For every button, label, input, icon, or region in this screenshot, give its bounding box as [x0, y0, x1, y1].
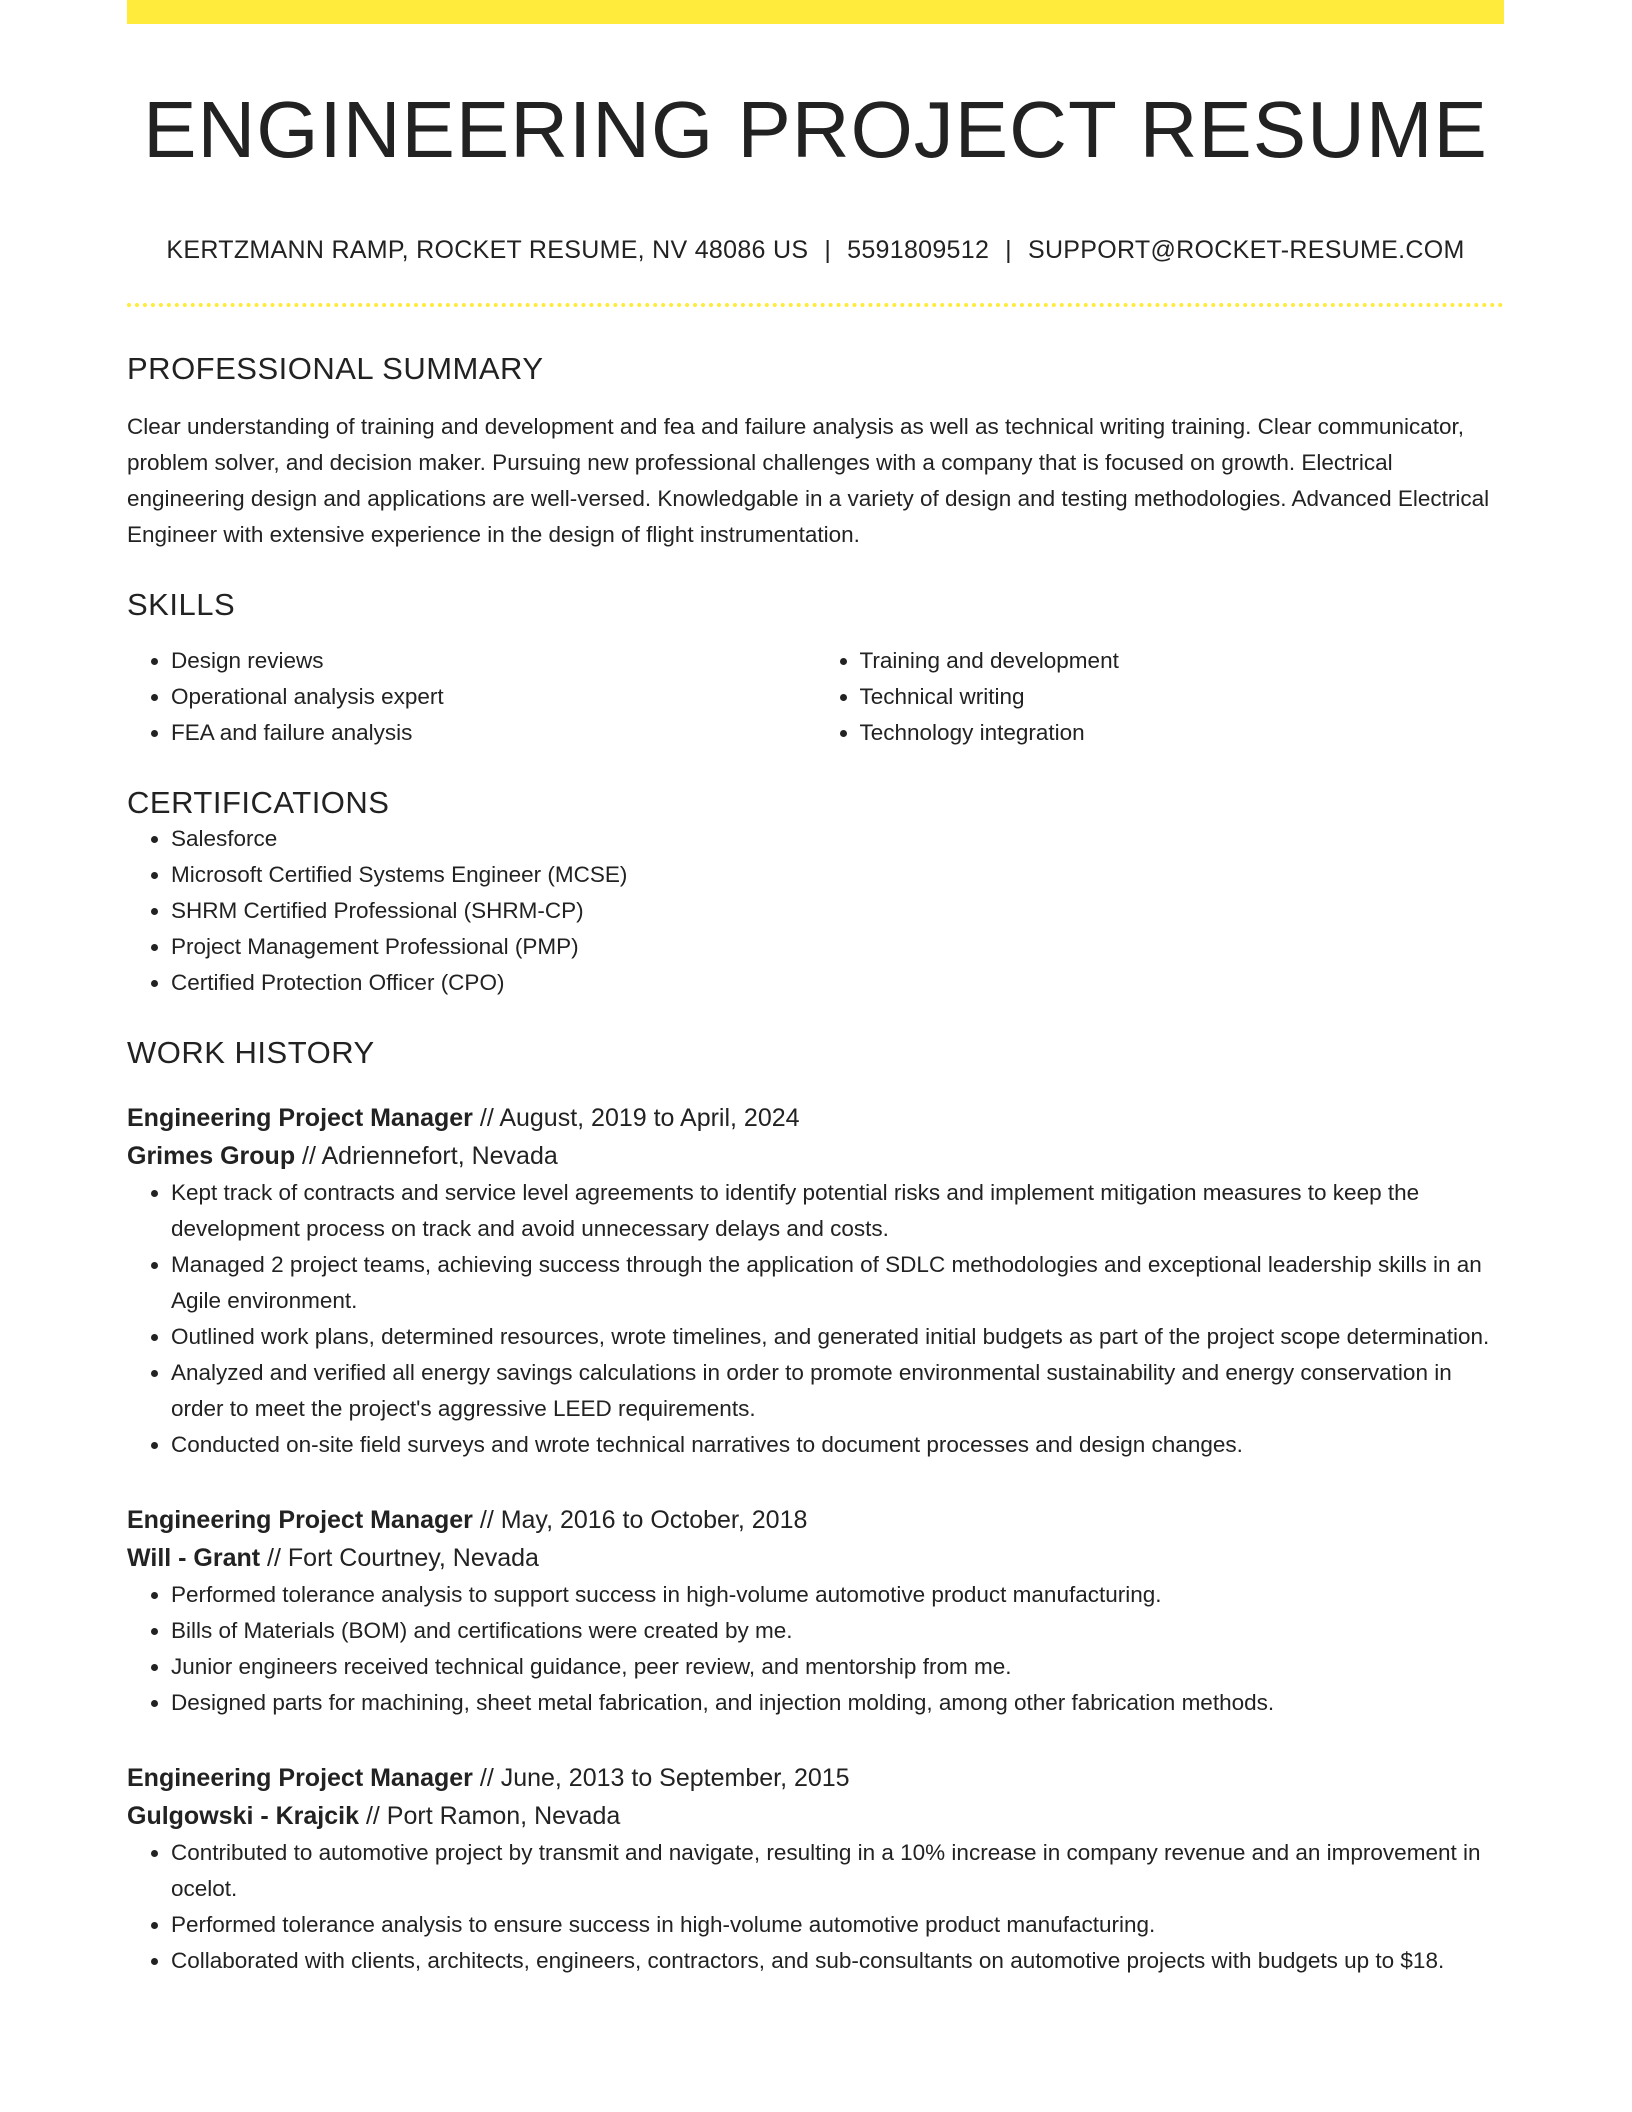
job-company-line — [127, 1539, 1504, 1577]
skills-list — [127, 643, 1504, 751]
job-bullet: • Bills of Materials (BOM) and certifications were created by me. — [171, 1613, 1504, 1649]
job-bullet: • Collaborated with clients, architects, engineers, contractors, and sub-consultants on automotive projects with budgets up to $18. — [171, 1943, 1504, 1979]
job-role: Engineering Project Manager — [127, 1764, 473, 1792]
job-entry — [127, 1099, 1504, 1463]
contact-address: KERTZMANN RAMP, ROCKET RESUME, NV 48086 US — [166, 236, 809, 264]
contact-separator: | — [1005, 236, 1012, 264]
skill-item: • Technology integration — [860, 715, 1505, 751]
summary-heading: PROFESSIONAL SUMMARY — [127, 351, 544, 386]
skill-item: • Technical writing — [860, 679, 1505, 715]
job-entry — [127, 1501, 1504, 1721]
job-company-line — [127, 1797, 1504, 1835]
skill-item: • Operational analysis expert — [171, 679, 816, 715]
skills-column-left — [127, 643, 816, 751]
job-bullet: • Conducted on-site field surveys and wrote technical narratives to document processes and design changes. — [171, 1427, 1504, 1463]
job-bullet: • Performed tolerance analysis to support success in high-volume automotive product manufacturing. — [171, 1577, 1504, 1613]
certification-item: • Salesforce — [171, 821, 1504, 857]
certification-item: • Microsoft Certified Systems Engineer (MCSE) — [171, 857, 1504, 893]
job-company-line — [127, 1137, 1504, 1175]
summary-text: Clear understanding of training and development and fea and failure analysis as well as technical writing training. Clear communicator, problem solver, and decision maker. Pursuing new professional challenges with a company that is focused on growth. Electrical engineering design and applications are well-versed. Knowledgable in a variety of design and testing methodologies. Advanced Electrical Engineer with extensive experience in the design of flight instrumentation. — [127, 414, 1490, 547]
job-bullet: • Managed 2 project teams, achieving success through the application of SDLC methodologies and exceptional leadership skills in an Agile environment. — [171, 1247, 1504, 1319]
job-bullets — [127, 1175, 1504, 1463]
job-location: // Adriennefort, Nevada — [295, 1142, 558, 1170]
job-company: Will - Grant — [127, 1544, 261, 1572]
job-bullet: • Junior engineers received technical guidance, peer review, and mentorship from me. — [171, 1649, 1504, 1685]
certification-item: • SHRM Certified Professional (SHRM-CP) — [171, 893, 1504, 929]
job-location: // Port Ramon, Nevada — [359, 1802, 621, 1830]
job-bullet: • Kept track of contracts and service level agreements to identify potential risks and implement mitigation measures to keep the development process on track and avoid unnecessary delays and costs. — [171, 1175, 1504, 1247]
certification-item: • Certified Protection Officer (CPO) — [171, 965, 1504, 1001]
job-bullet: • Outlined work plans, determined resources, wrote timelines, and generated initial budgets as part of the project scope determination. — [171, 1319, 1504, 1355]
resume-title: ENGINEERING PROJECT RESUME — [143, 85, 1488, 174]
job-bullets — [127, 1835, 1504, 1979]
job-dates: // May, 2016 to October, 2018 — [472, 1506, 808, 1534]
job-bullet: • Contributed to automotive project by transmit and navigate, resulting in a 10% increase in company revenue and an improvement in ocelot. — [171, 1835, 1504, 1907]
job-title-line — [127, 1099, 1504, 1137]
job-dates: // August, 2019 to April, 2024 — [472, 1104, 800, 1132]
job-title-line — [127, 1759, 1504, 1797]
contact-separator: | — [824, 236, 832, 264]
skill-item: • Training and development — [860, 643, 1505, 679]
skill-item: • FEA and failure analysis — [171, 715, 816, 751]
skills-column-right — [816, 643, 1505, 751]
job-role: Engineering Project Manager — [127, 1506, 473, 1534]
skills-heading: SKILLS — [127, 587, 236, 622]
contact-email: SUPPORT@ROCKET-RESUME.COM — [1027, 236, 1465, 264]
resume-page — [127, 0, 1504, 1979]
top-accent-bar — [127, 0, 1504, 24]
job-company: Gulgowski - Krajcik — [127, 1802, 360, 1830]
certifications-heading: CERTIFICATIONS — [127, 785, 390, 820]
work-history-heading: WORK HISTORY — [127, 1035, 375, 1070]
skill-item: • Design reviews — [171, 643, 816, 679]
dotted-divider — [127, 303, 1504, 307]
job-title-line — [127, 1501, 1504, 1539]
job-bullet: • Designed parts for machining, sheet metal fabrication, and injection molding, among other fabrication methods. — [171, 1685, 1504, 1721]
contact-line — [127, 236, 1504, 265]
job-bullet: • Analyzed and verified all energy savings calculations in order to promote environmental sustainability and energy conservation in order to meet the project's aggressive LEED requirements. — [171, 1355, 1504, 1427]
job-dates: // June, 2013 to September, 2015 — [472, 1764, 850, 1792]
job-role: Engineering Project Manager — [127, 1104, 473, 1132]
job-company: Grimes Group — [127, 1142, 296, 1170]
job-bullets — [127, 1577, 1504, 1721]
contact-phone: 5591809512 — [847, 236, 990, 264]
job-bullet: • Performed tolerance analysis to ensure success in high-volume automotive product manufacturing. — [171, 1907, 1504, 1943]
job-location: // Fort Courtney, Nevada — [260, 1544, 539, 1572]
certifications-list — [127, 821, 1504, 1001]
certification-item: • Project Management Professional (PMP) — [171, 929, 1504, 965]
job-entry — [127, 1759, 1504, 1979]
